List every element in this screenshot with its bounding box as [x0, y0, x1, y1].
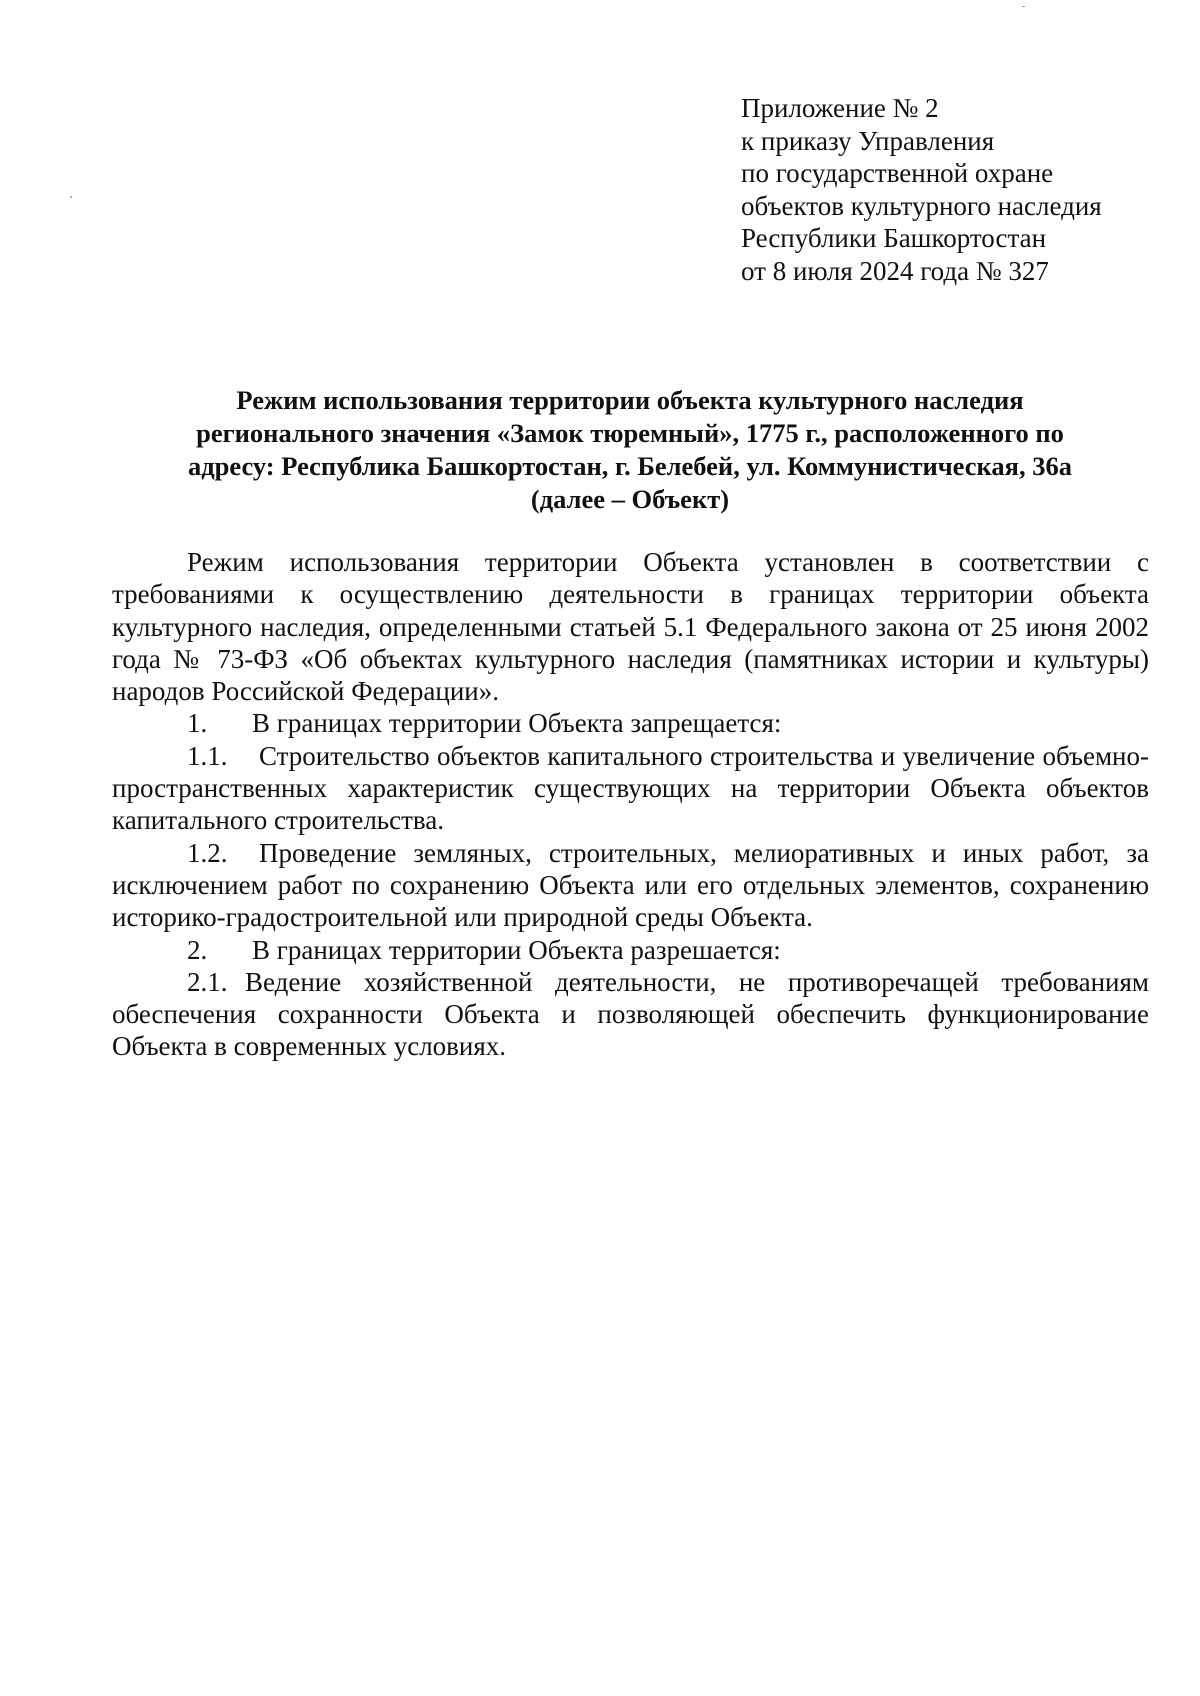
- item-text: Проведение земляных, строительных, мелиоративных и иных работ, за исключением работ по сохранению Объекта или его отдельных элементов, сохранению историко-градостроительной или природной среды Объекта.: [112, 837, 1149, 933]
- list-item: [112, 934, 1149, 966]
- item-text: Ведение хозяйственной деятельности, не противоречащей требованиям обеспечения сохранности Объекта и позволяющей обеспечить функционирование Объекта в современных условиях.: [112, 966, 1149, 1062]
- list-item: [112, 707, 1149, 739]
- appendix-header: [741, 92, 1161, 287]
- item-text: В границах территории Объекта запрещается:: [252, 708, 782, 739]
- scan-speck: [70, 196, 72, 198]
- list-item: [112, 966, 1149, 1063]
- appendix-line: объектов культурного наследия: [741, 190, 1102, 221]
- title-line: регионального значения «Замок тюремный», 1775 г., расположенного по: [196, 418, 1064, 448]
- item-number: 1.2.: [187, 837, 228, 868]
- item-number: 1.: [187, 708, 208, 739]
- title-line: Режим использования территории объекта культурного наследия: [236, 385, 1024, 415]
- item-number: 2.1.: [187, 966, 228, 997]
- list-item: [112, 837, 1149, 934]
- title-line: адресу: Республика Башкортостан, г. Белебей, ул. Коммунистическая, 36а: [188, 451, 1072, 481]
- appendix-line: по государственной охране: [741, 158, 1054, 188]
- appendix-line: Республики Башкортостан: [741, 223, 1047, 253]
- intro-paragraph: Режим использования территории Объекта установлен в соответствии с требованиями к осуществлению деятельности в границах территории объекта культурного наследия, определенными статьей 5.1 Федерального закона от 25 июня 2002 года № 73-ФЗ «Об объектах культурного наследия (памятниках истории и культуры) народов Российской Федерации».: [112, 547, 1149, 707]
- appendix-line: к приказу Управления: [741, 125, 995, 156]
- list-item: [112, 740, 1149, 837]
- document-title: [110, 384, 1150, 516]
- item-number: 1.1.: [187, 740, 228, 771]
- item-text: Строительство объектов капитального строительства и увеличение объемно-пространственных характеристик существующих на территории Объекта объектов капитального строительства.: [112, 740, 1149, 836]
- scan-speck: [1022, 6, 1025, 7]
- item-text: В границах территории Объекта разрешается:: [252, 934, 781, 965]
- document-body: [112, 546, 1149, 1063]
- title-line: (далее – Объект): [530, 484, 730, 514]
- appendix-line: Приложение № 2: [741, 93, 939, 123]
- item-number: 2.: [187, 934, 208, 965]
- appendix-line: от 8 июля 2024 года № 327: [741, 255, 1049, 286]
